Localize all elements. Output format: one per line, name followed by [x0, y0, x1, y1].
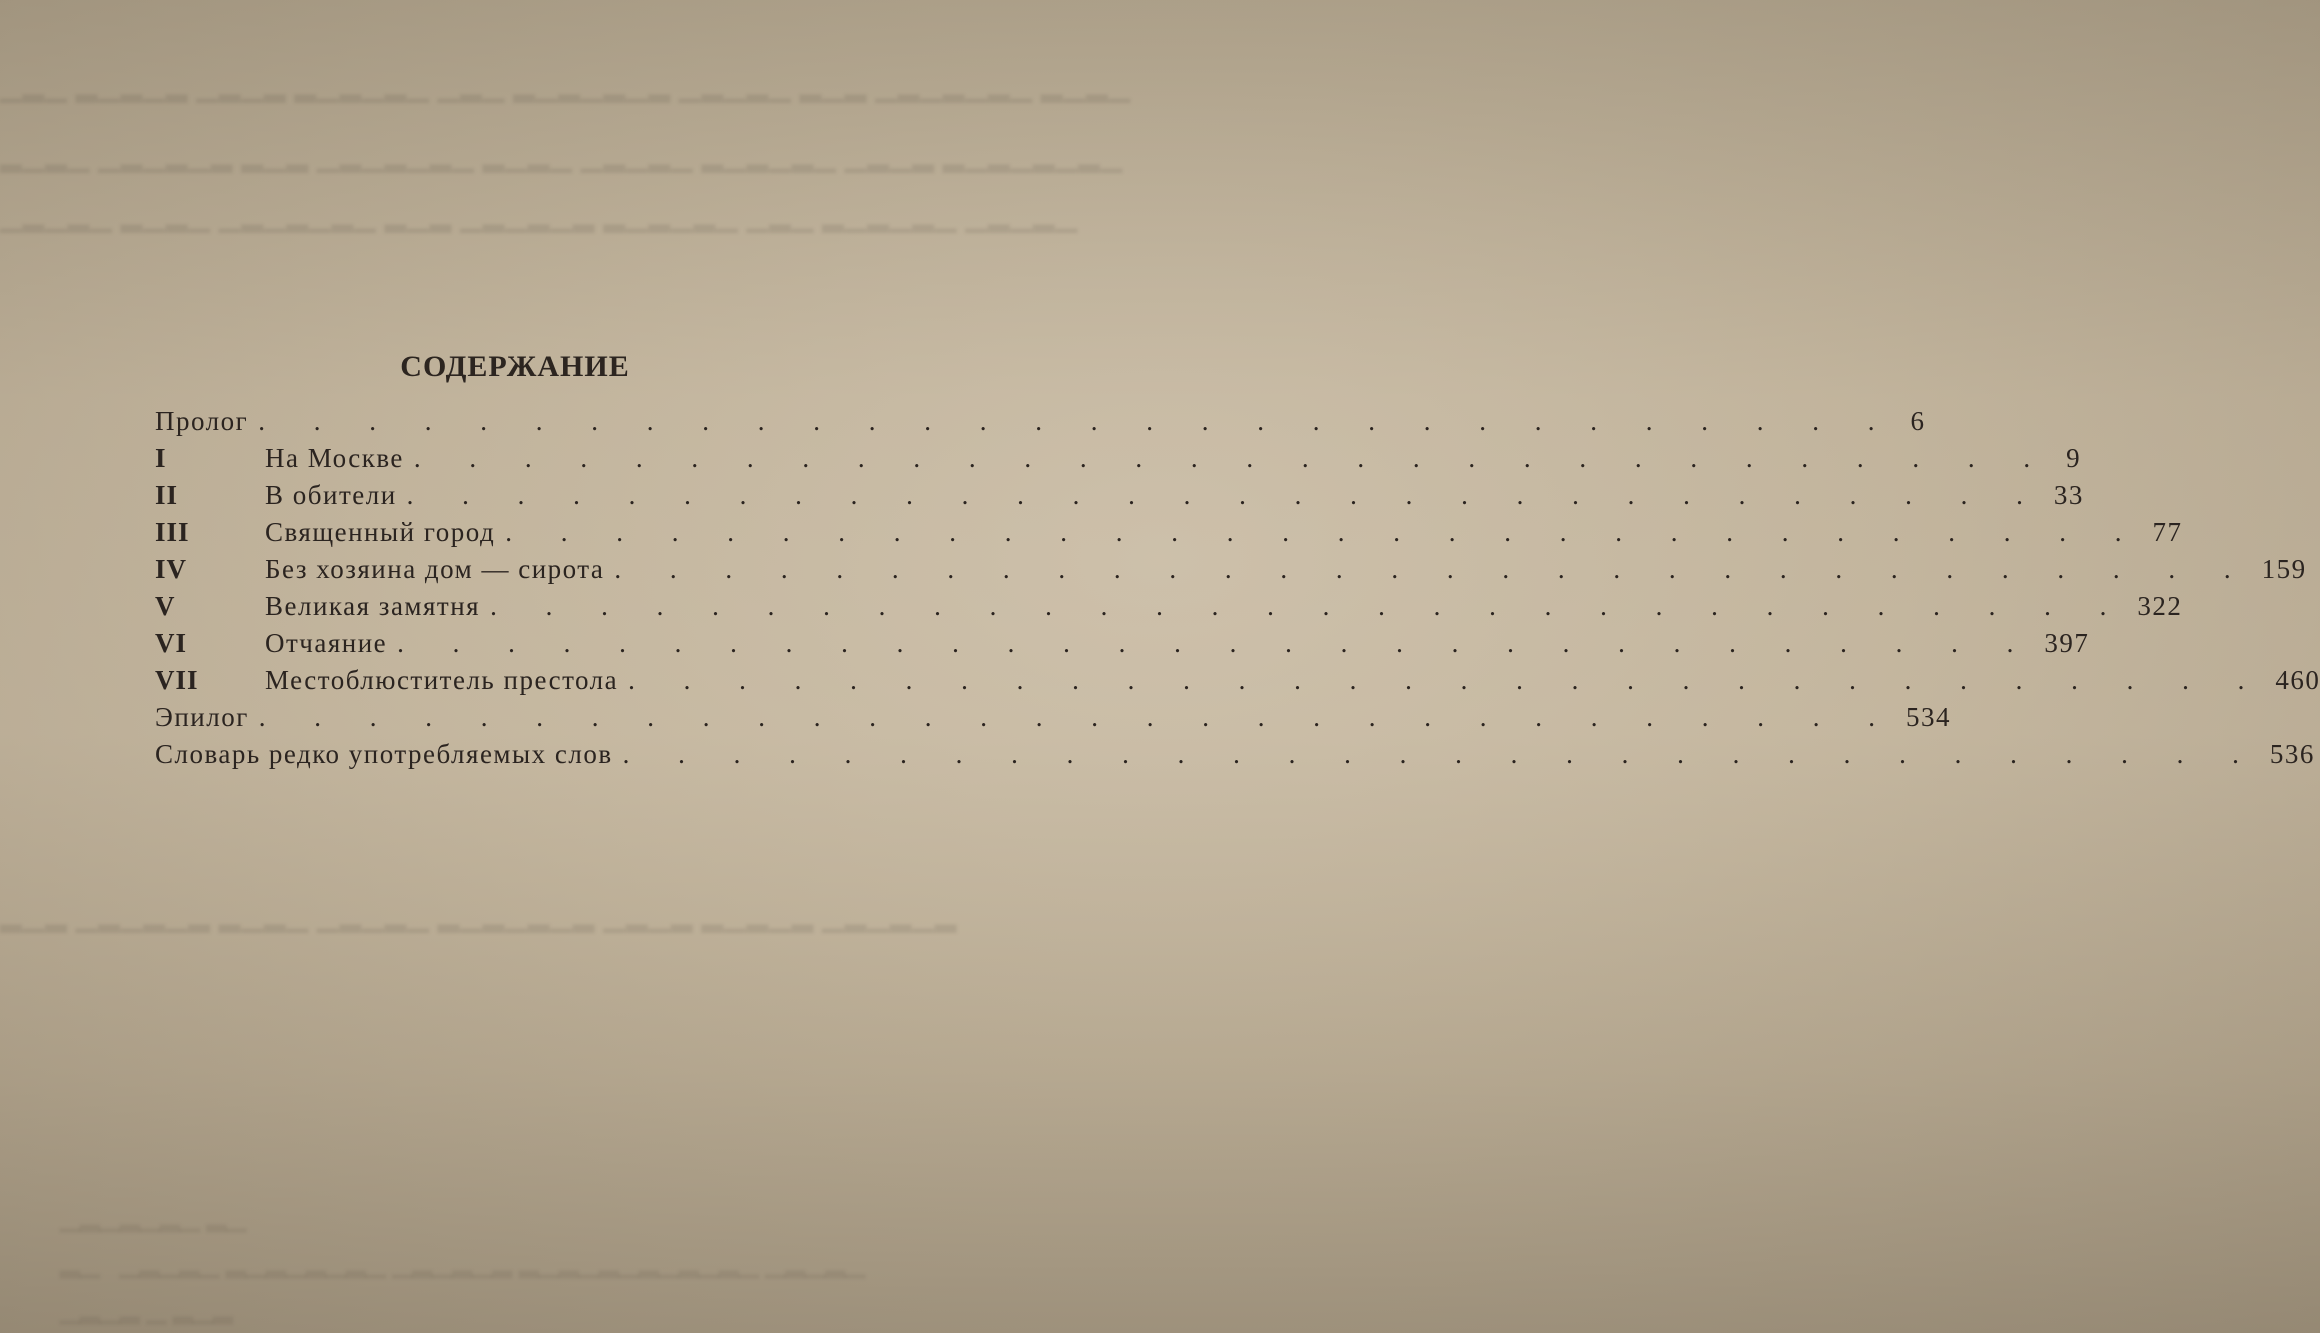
page-number: 33 [2053, 480, 2084, 510]
entry-title: Великая замятня [265, 591, 481, 621]
dot-leader: . . . . . . . . . . . . . . . . . . . . . . . . . . . . . . [413, 443, 2052, 473]
toc-entry [155, 591, 2183, 628]
table-of-contents [155, 406, 2320, 776]
toc-entry [155, 702, 1952, 739]
toc-entry [155, 406, 1926, 443]
page-number: 77 [2152, 517, 2183, 547]
entry-title: Местоблюститель престола [265, 665, 619, 695]
page-number: 159 [2261, 554, 2307, 584]
dot-leader: . . . . . . . . . . . . . . . . . . . . . . . . . . . . . . [258, 702, 1897, 732]
page-number: 460 [2275, 665, 2320, 695]
dot-leader: . . . . . . . . . . . . . . . . . . . . . . . . . . . . . . [490, 591, 2128, 621]
entry-title: Отчаяние [265, 628, 388, 658]
chapter-number: V [155, 591, 176, 621]
chapter-number: VI [155, 628, 188, 658]
page-number: 397 [2044, 628, 2090, 658]
bleed-through-texture: ▁▂▁ ▂▁▂▁▂ ▁▂▁▂ ▂▁▂▁▂▁ ▁▂▁ ▂▁▂▁▂▁▂ ▁▂▁▂▁ ▂▁▂ ▁▂▁▂▁▂▁ ▂▁▂▁ [0, 72, 1132, 103]
entry-title: В обители [265, 480, 397, 510]
entry-title: Эпилог [155, 702, 249, 732]
toc-heading: СОДЕРЖАНИЕ [400, 350, 630, 384]
chapter-number: IV [155, 554, 188, 584]
entry-title: Словарь редко употребляемых слов [155, 739, 613, 769]
entry-title: На Москве [265, 443, 404, 473]
bleed-through-texture: ▂▁▂▁ ▁▂▁▂▁▂ ▂▁▂ ▁▂▁▂▁▂▁ ▂▁▂▁ ▁▂▁▂▁ ▂▁▂▁▂▁ ▁▂▁▂ ▂▁▂▁▂▁▂▁ [0, 142, 1124, 173]
page-number: 536 [2269, 739, 2315, 769]
chapter-number: II [155, 480, 179, 510]
entry-title: Без хозяина дом — сирота [265, 554, 605, 584]
dot-leader: . . . . . . . . . . . . . . . . . . . . . . . . . . . . . . [397, 628, 2035, 658]
toc-entry [155, 665, 2320, 702]
page-number: 322 [2137, 591, 2183, 621]
toc-entry [155, 628, 2090, 665]
entry-title: Священный город [265, 517, 496, 547]
page-number: 534 [1906, 702, 1952, 732]
bleed-through-texture: ▂▁▂ ▁▂▁▂▁▂ ▂▁▂▁ ▁▂▁▂▁ ▂▁▂▁▂▁▂ ▁▂▁▂ ▂▁▂▁▂ ▁▂▁▂▁▂ [0, 902, 958, 933]
dot-leader: . . . . . . . . . . . . . . . . . . . . . . . . . . . . . . [505, 517, 2143, 547]
bleed-through-texture: ▁▂▁▂▁ ▂▁▂▁ ▁▂▁▂▁▂▁ ▂▁▂ ▁▂▁▂▁▂ ▂▁▂▁▂▁ ▁▂▁ ▂▁▂▁▂▁ ▁▂▁▂▁ [0, 202, 1078, 233]
dot-leader: . . . . . . . . . . . . . . . . . . . . . . . . . . . . . . [258, 406, 1896, 436]
toc-entry [155, 554, 2307, 591]
bleed-through-footer-texture: ▁▂▁▂▁▂▁ ▂▁ ▂▁ ▁▂▁▂▁ ▂▁▂▁▂▁▂▁ ▁▂▁▂▁▂ ▂▁▂▁▂▁▂▁▂▁▂▁ ▁▂▁▂▁ ▁▂▁▂ ▁ ▂▁▂ [60, 1203, 866, 1324]
toc-entry [155, 480, 2084, 517]
page-number: 9 [2066, 443, 2082, 473]
dot-leader: . . . . . . . . . . . . . . . . . . . . . . . . . . . . . . [628, 665, 2266, 695]
dot-leader: . . . . . . . . . . . . . . . . . . . . . . . . . . . . . . [406, 480, 2044, 510]
entry-title: Пролог [155, 406, 249, 436]
toc-entry [155, 739, 2315, 776]
chapter-number: VII [155, 665, 199, 695]
chapter-number: III [155, 517, 190, 547]
toc-entry [155, 443, 2082, 480]
dot-leader: . . . . . . . . . . . . . . . . . . . . . . . . . . . . . . [622, 739, 2260, 769]
dot-leader: . . . . . . . . . . . . . . . . . . . . . . . . . . . . . . [614, 554, 2252, 584]
chapter-number: I [155, 443, 167, 473]
toc-entry [155, 517, 2183, 554]
page-number: 6 [1910, 406, 1926, 436]
